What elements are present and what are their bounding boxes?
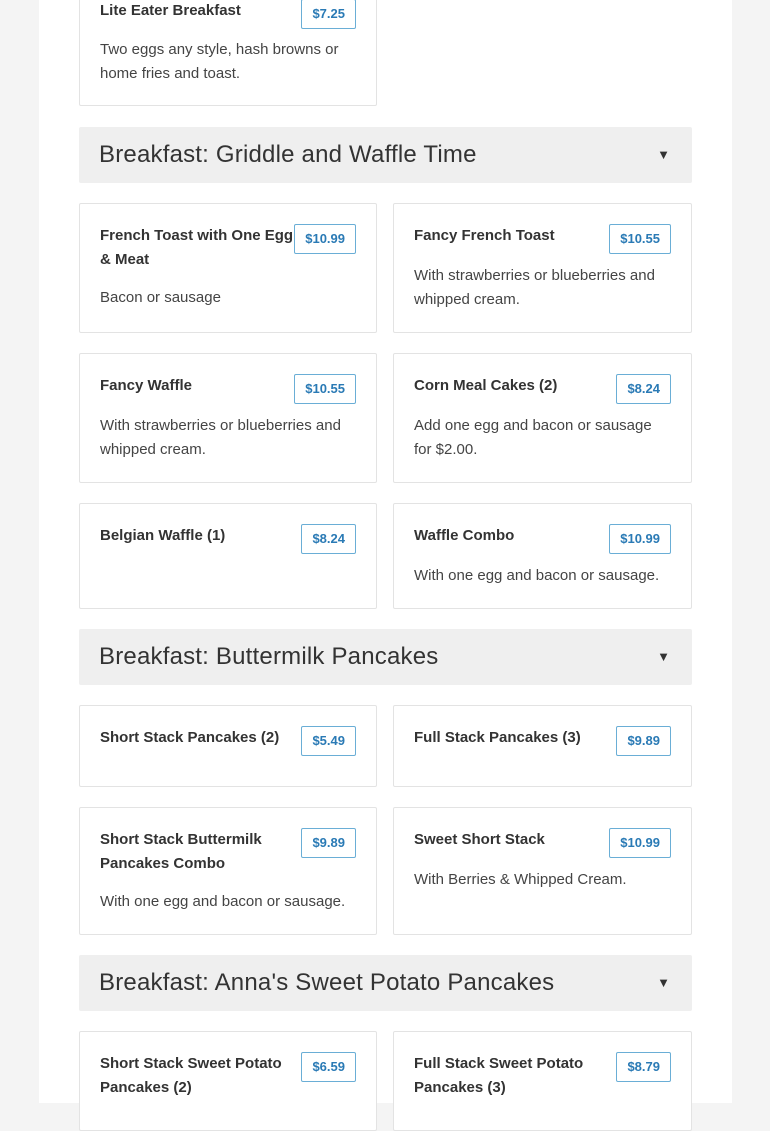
chevron-down-icon[interactable]: ▼: [657, 975, 670, 990]
menu-item-card[interactable]: [79, 705, 377, 787]
menu-item-price: $10.99: [294, 224, 356, 254]
menu-item-card[interactable]: [79, 807, 377, 935]
menu-item-description: Two eggs any style, hash browns or home fries and toast.: [100, 41, 339, 82]
menu-item-price: $10.55: [609, 224, 671, 254]
menu-item-description: With one egg and bacon or sausage.: [100, 893, 346, 910]
menu-item-description: With Berries & Whipped Cream.: [414, 871, 627, 888]
menu-item-card[interactable]: [393, 705, 692, 787]
section-title: Breakfast: Anna's Sweet Potato Pancakes: [99, 969, 555, 996]
section-header-griddle-waffle[interactable]: [79, 127, 692, 183]
menu-item-price: $7.25: [301, 0, 356, 29]
menu-item-description: Add one egg and bacon or sausage for $2.00.: [414, 417, 652, 458]
menu-item-price: $6.59: [301, 1052, 356, 1082]
menu-item-card[interactable]: [393, 503, 692, 609]
section-title: Breakfast: Griddle and Waffle Time: [99, 141, 477, 168]
menu-item-name: Fancy Waffle: [100, 377, 192, 394]
chevron-down-icon[interactable]: ▼: [657, 147, 670, 162]
menu-item-card[interactable]: [393, 353, 692, 483]
menu-item-price: $8.24: [301, 524, 356, 554]
menu-item-price: $10.99: [609, 828, 671, 858]
menu-item-price: $8.79: [616, 1052, 671, 1082]
menu-item-card[interactable]: [79, 353, 377, 483]
menu-item-name: Belgian Waffle (1): [100, 527, 226, 544]
menu-item-name: French Toast with One Egg & Meat: [100, 227, 294, 268]
menu-item-price: $5.49: [301, 726, 356, 756]
menu-item-description: With strawberries or blueberries and whipped cream.: [100, 417, 341, 458]
menu-item-price: $10.55: [294, 374, 356, 404]
menu-item-description: Bacon or sausage: [100, 289, 221, 306]
menu-item-name: Short Stack Sweet Potato Pancakes (2): [100, 1055, 282, 1096]
menu-item-card[interactable]: [79, 503, 377, 609]
menu-item-name: Sweet Short Stack: [414, 831, 545, 848]
section-header-buttermilk-pancakes[interactable]: [79, 629, 692, 685]
menu-item-name: Corn Meal Cakes (2): [414, 377, 558, 394]
menu-item-card[interactable]: [393, 807, 692, 935]
menu-item-price: $8.24: [616, 374, 671, 404]
menu-item-price: $9.89: [616, 726, 671, 756]
menu-item-description: With one egg and bacon or sausage.: [414, 567, 660, 584]
menu-item-name: Short Stack Buttermilk Pancakes Combo: [100, 831, 262, 872]
section-header-sweet-potato-pancakes[interactable]: [79, 955, 692, 1011]
menu-page: [39, 0, 732, 1103]
menu-item-card[interactable]: [393, 1031, 692, 1131]
menu-item-name: Full Stack Sweet Potato Pancakes (3): [414, 1055, 584, 1096]
menu-item-description: With strawberries or blueberries and whipped cream.: [414, 267, 655, 308]
menu-item-name: Short Stack Pancakes (2): [100, 729, 280, 746]
menu-item-card[interactable]: [79, 0, 377, 106]
menu-item-price: $9.89: [301, 828, 356, 858]
menu-item-price: $10.99: [609, 524, 671, 554]
menu-item-card[interactable]: [79, 1031, 377, 1131]
menu-item-name: Lite Eater Breakfast: [100, 2, 241, 19]
menu-item-card[interactable]: [393, 203, 692, 333]
section-title: Breakfast: Buttermilk Pancakes: [99, 643, 439, 670]
menu-item-name: Full Stack Pancakes (3): [414, 729, 581, 746]
menu-item-name: Fancy French Toast: [414, 227, 555, 244]
menu-item-name: Waffle Combo: [414, 527, 515, 544]
chevron-down-icon[interactable]: ▼: [657, 649, 670, 664]
menu-item-card[interactable]: [79, 203, 377, 333]
